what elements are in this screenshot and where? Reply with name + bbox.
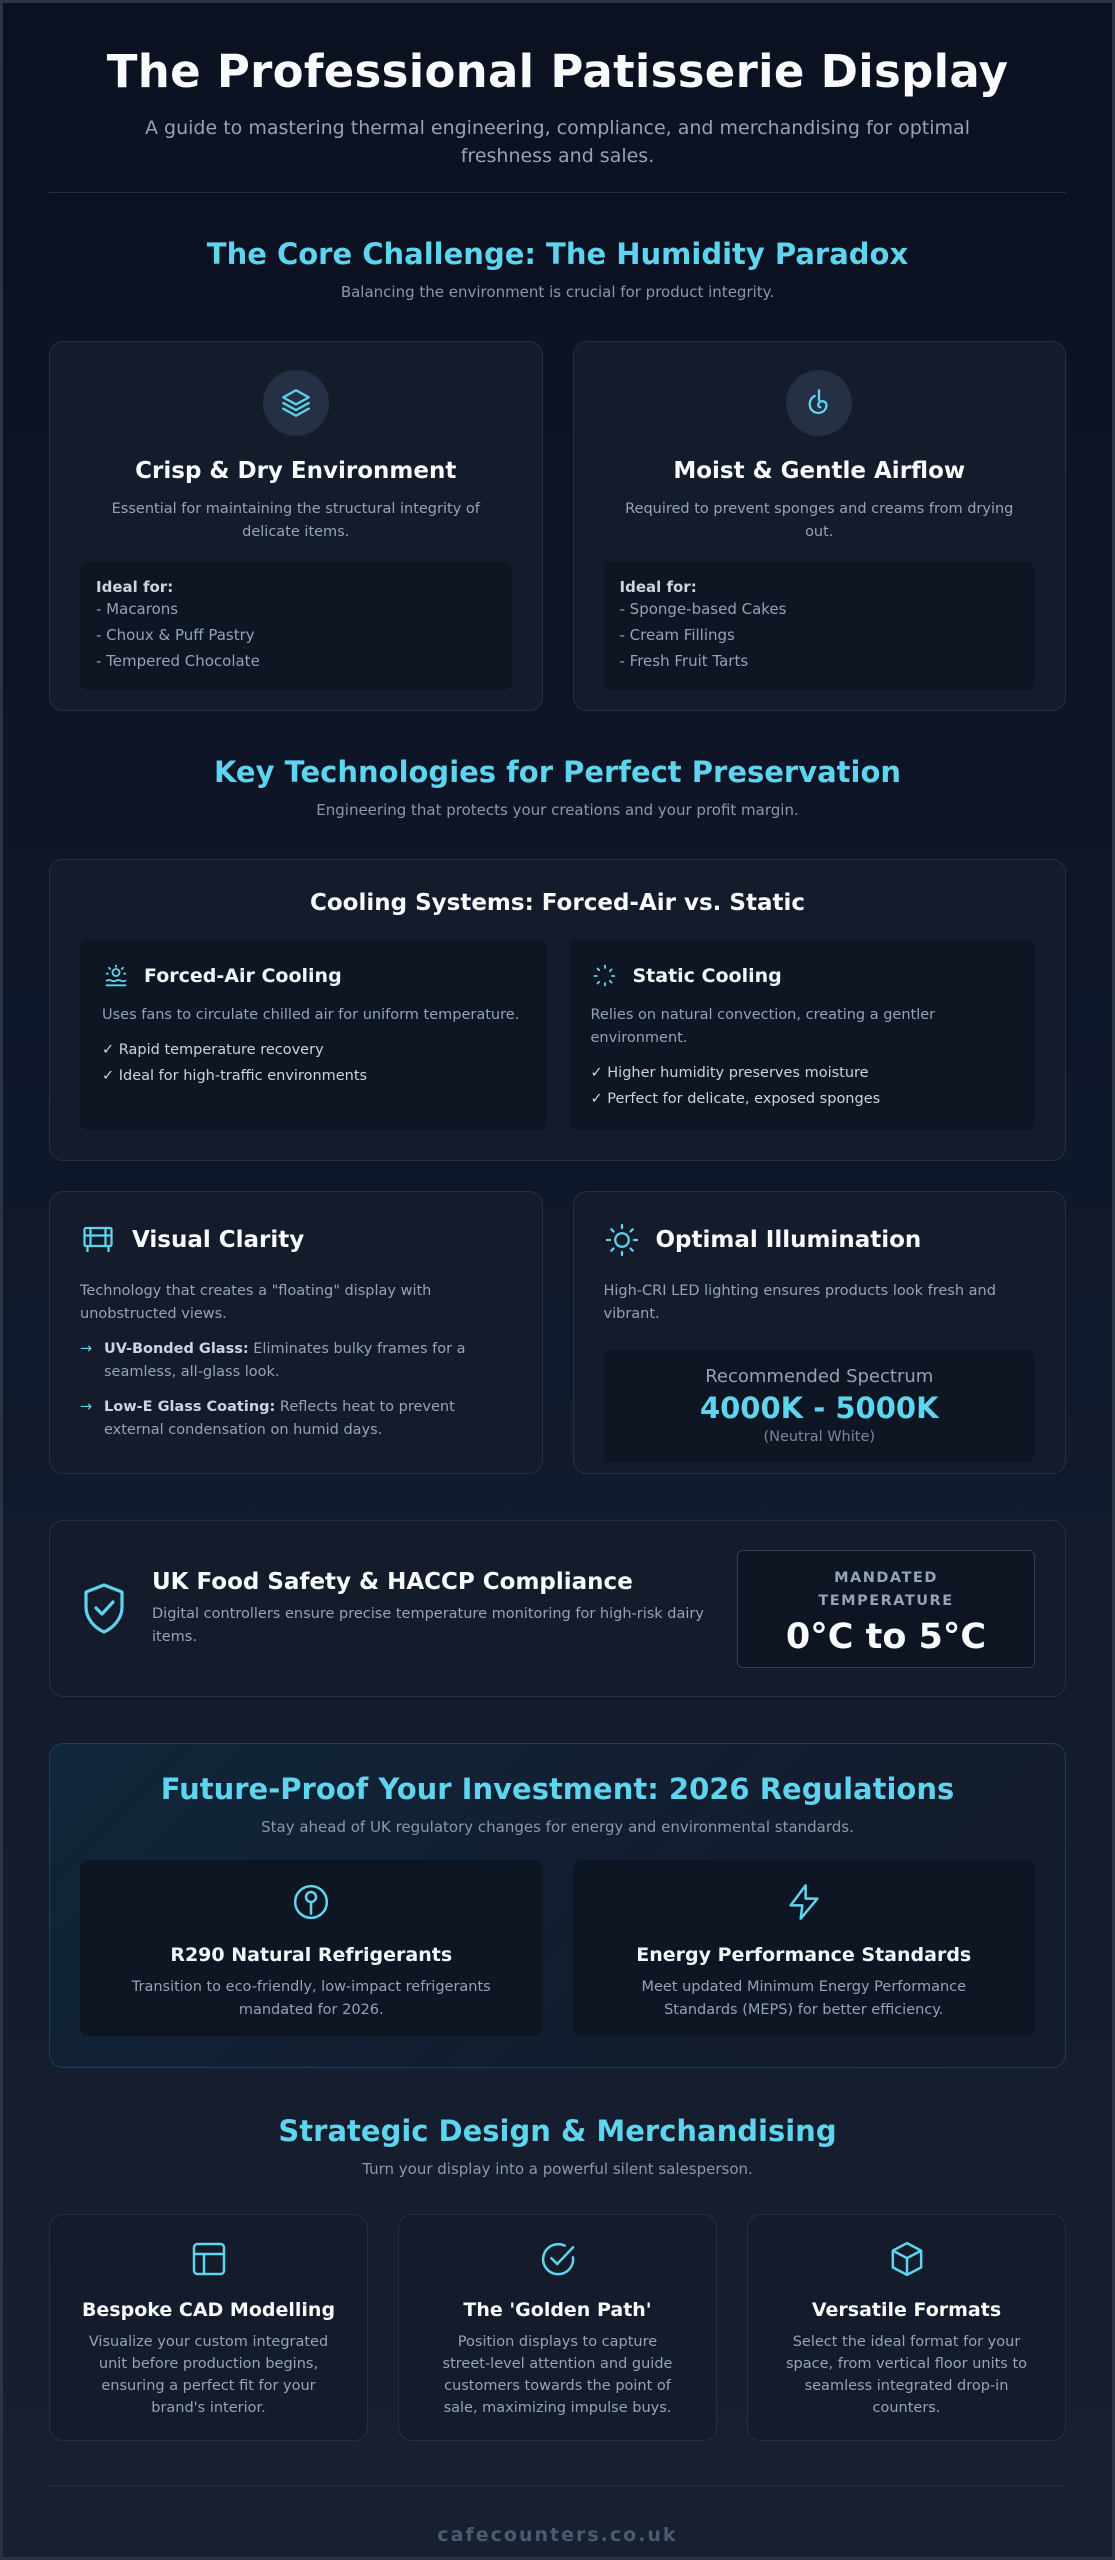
spectrum-value: 4000K - 5000K: [699, 1391, 939, 1425]
strategic-cards: [49, 2214, 1066, 2441]
future-items: [80, 1860, 1035, 2036]
layers-icon: [263, 370, 329, 436]
page-title: The Professional Patisserie Display: [106, 45, 1009, 98]
section-title: Future-Proof Your Investment: 2026 Regulations: [160, 1772, 955, 1806]
bullet-label: UV-Bonded Glass:: [104, 1341, 249, 1357]
refrigerants-box: [80, 1860, 543, 2036]
section-subtitle: Turn your display into a powerful silent salesperson.: [362, 2160, 753, 2178]
optimal-illumination-card: [573, 1191, 1067, 1474]
visual-clarity-card: [49, 1191, 543, 1474]
list-item: - Tempered Chocolate: [96, 652, 260, 670]
ideal-for-list: [80, 562, 512, 690]
list-item: - Cream Fillings: [619, 626, 735, 644]
card-title: Crisp & Dry Environment: [135, 458, 457, 484]
refrigerant-icon: [291, 1882, 331, 1922]
card-description: Essential for maintaining the structural integrity of delicate items.: [111, 501, 480, 540]
versatile-formats-card: [747, 2214, 1066, 2441]
cooling-option-desc: Relies on natural convection, creating a gentler environment.: [590, 1007, 936, 1046]
check-item: ✓ Ideal for high-traffic environments: [102, 1068, 368, 1084]
page-subtitle: A guide to mastering thermal engineering, compliance, and merchandising for optimal freshness and sales.: [145, 117, 970, 167]
technologies-section-header: [49, 755, 1066, 819]
spectrum-box: [604, 1350, 1036, 1462]
section-title: Strategic Design & Merchandising: [278, 2114, 837, 2148]
list-item: - Sponge-based Cakes: [619, 600, 787, 618]
list-item: - Macarons: [96, 600, 179, 618]
check-item: ✓ Rapid temperature recovery: [102, 1042, 324, 1058]
temperature-value: 0°C to 5°C: [785, 1616, 987, 1657]
bullet-text: Reflects heat to prevent external condensation on humid days.: [104, 1399, 455, 1438]
compliance-title: UK Food Safety & HACCP Compliance: [152, 1568, 633, 1595]
strategic-section: [49, 2114, 1066, 2441]
cooling-title: Cooling Systems: Forced-Air vs. Static: [309, 890, 806, 916]
display-case-icon: [80, 1222, 116, 1258]
golden-path-card: [398, 2214, 717, 2441]
future-item-name: R290 Natural Refrigerants: [170, 1944, 453, 1966]
cooling-option-name: Static Cooling: [632, 965, 782, 987]
strategic-card-desc: Visualize your custom integrated unit before production begins, ensuring a perfect fit for your brand's interior.: [88, 2334, 329, 2416]
spectrum-label: Recommended Spectrum: [705, 1366, 934, 1387]
moist-airflow-card: [573, 341, 1067, 711]
bullet-text: Eliminates bulky frames for a seamless, all-glass look.: [104, 1341, 466, 1380]
card-title: Visual Clarity: [132, 1227, 305, 1253]
spectrum-note: (Neutral White): [763, 1429, 876, 1445]
arrow-icon: →: [80, 1399, 93, 1415]
forced-air-box: [80, 940, 547, 1130]
card-description: High-CRI LED lighting ensures products look fresh and vibrant.: [603, 1283, 996, 1322]
page-footer: [49, 2485, 1066, 2546]
card-title: Optimal Illumination: [655, 1227, 922, 1253]
section-subtitle: Balancing the environment is crucial for product integrity.: [340, 283, 775, 301]
strategic-card-desc: Select the ideal format for your space, from vertical floor units to seamless integrated drop-in counters.: [785, 2334, 1028, 2416]
future-item-desc: Meet updated Minimum Energy Performance Standards (MEPS) for better efficiency.: [641, 1979, 967, 2018]
cooling-option-desc: Uses fans to circulate chilled air for uniform temperature.: [102, 1007, 520, 1023]
droplet-icon: [786, 370, 852, 436]
compliance-description: Digital controllers ensure precise temperature monitoring for high-risk dairy items.: [152, 1605, 704, 1645]
page-header: [49, 3, 1066, 193]
strategic-card-title: Versatile Formats: [811, 2299, 1002, 2321]
energy-standards-box: [573, 1860, 1036, 2036]
temperature-label: MANDATED TEMPERATURE: [818, 1569, 954, 1609]
cad-modelling-card: [49, 2214, 368, 2441]
arrow-icon: →: [80, 1341, 93, 1357]
clarity-illumination-row: [49, 1191, 1066, 1474]
ideal-for-label: Ideal for:: [619, 578, 697, 596]
humidity-section: [49, 237, 1066, 711]
compliance-card: [49, 1520, 1066, 1697]
technologies-section: [49, 755, 1066, 1474]
fan-icon: [102, 962, 130, 990]
cooling-systems-card: [49, 859, 1066, 1161]
check-circle-icon: [538, 2239, 578, 2279]
card-description: Technology that creates a "floating" display with unobstructed views.: [80, 1283, 432, 1322]
bullet-label: Low-E Glass Coating:: [104, 1399, 276, 1415]
check-item: ✓ Higher humidity preserves moisture: [590, 1065, 869, 1081]
layout-icon: [189, 2239, 229, 2279]
static-cooling-box: [569, 940, 1036, 1130]
ideal-for-label: Ideal for:: [96, 578, 174, 596]
loader-icon: [591, 962, 619, 990]
card-description: Required to prevent sponges and creams from drying out.: [625, 501, 1014, 540]
cube-icon: [887, 2239, 927, 2279]
mandated-temperature-box: [737, 1550, 1035, 1668]
bullet-item: [80, 1338, 512, 1384]
footer-website[interactable]: cafecounters.co.uk: [437, 2524, 678, 2546]
future-item-name: Energy Performance Standards: [636, 1944, 972, 1966]
list-item: - Choux & Puff Pastry: [96, 626, 255, 644]
bullet-item: [80, 1396, 512, 1442]
section-subtitle: Stay ahead of UK regulatory changes for energy and environmental standards.: [261, 1818, 854, 1836]
card-title: Moist & Gentle Airflow: [673, 458, 966, 484]
check-item: ✓ Perfect for delicate, exposed sponges: [590, 1091, 881, 1107]
section-subtitle: Engineering that protects your creations and your profit margin.: [316, 801, 799, 819]
sun-icon: [604, 1222, 640, 1258]
cooling-option-name: Forced-Air Cooling: [144, 965, 342, 987]
section-title: Key Technologies for Perfect Preservation: [213, 755, 902, 789]
crisp-dry-card: [49, 341, 543, 711]
shield-check-icon: [80, 1580, 128, 1638]
ideal-for-list: [604, 562, 1036, 690]
list-item: - Fresh Fruit Tarts: [619, 652, 749, 670]
humidity-cards: [49, 341, 1066, 711]
lightning-icon: [784, 1882, 824, 1922]
strategic-card-title: Bespoke CAD Modelling: [81, 2299, 336, 2321]
humidity-section-header: [49, 237, 1066, 301]
strategic-card-desc: Position displays to capture street-level attention and guide customers towards the point of sale, maximizing impulse buys.: [442, 2334, 673, 2416]
strategic-card-title: The 'Golden Path': [463, 2299, 652, 2321]
section-title: The Core Challenge: The Humidity Paradox: [206, 237, 909, 271]
cooling-options: [80, 940, 1035, 1130]
future-item-desc: Transition to eco-friendly, low-impact refrigerants mandated for 2026.: [131, 1979, 491, 2018]
future-proof-card: [49, 1743, 1066, 2068]
